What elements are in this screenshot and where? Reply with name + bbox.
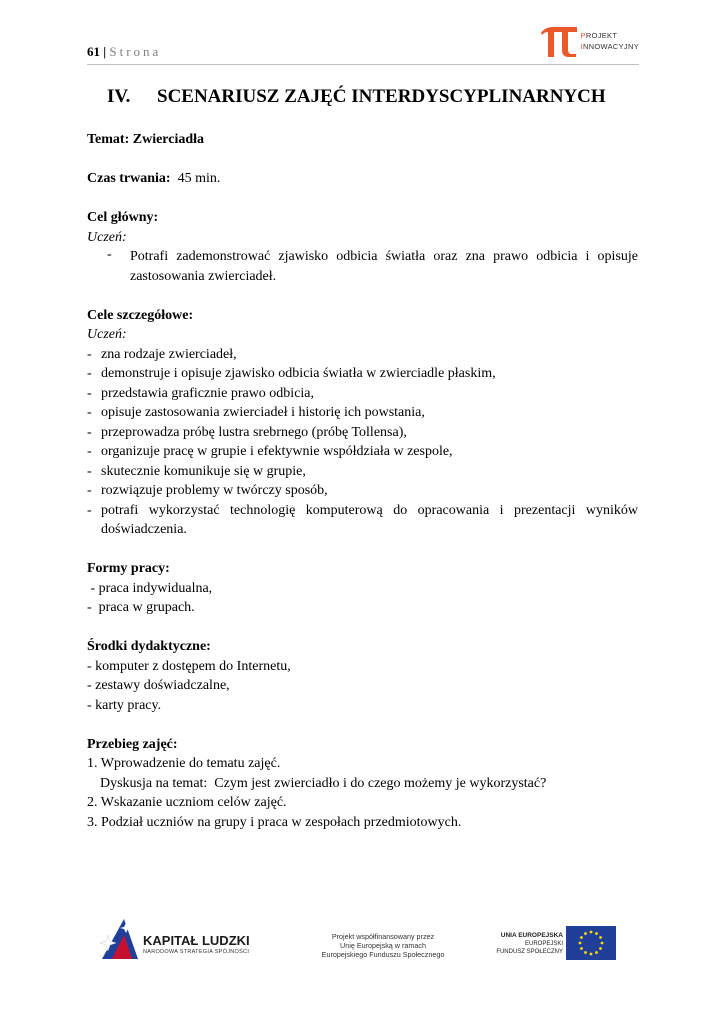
eu-star-icon [584,951,587,954]
list-item: - demonstruje i opisuje zjawisko odbicia światła w zwierciadle płaskim, [87,366,496,381]
cofinancing-text: Projekt współfinansowany przez Unię Europejską w ramach Europejskiego Funduszu Społecznego [321,932,445,959]
eu-flag-icon [566,926,616,960]
eu-star-icon [599,947,602,950]
kapital-ludzki-logo-icon [98,917,140,961]
eu-star-icon [580,947,583,950]
main-goal-item: - Potrafi zademonstrować zjawisko odbicia światła oraz zna prawo odbicia i opisuje zastosowania zwierciadeł. [107,247,638,284]
list-item: - przedstawia graficznie prawo odbicia, [87,385,315,401]
list-item: 3. Podział uczniów na grupy i praca w zespołach przedmiotowych. [87,814,462,830]
detailed-goals-heading: Cele szczegółowe: [87,307,194,323]
eu-star-icon [580,936,583,939]
pi-logo-icon [539,24,579,58]
list-item: - skutecznie komunikuje się w grupie, [87,463,306,479]
list-item: 2. Wskazanie uczniom celów zajęć. [87,795,287,810]
detailed-goals-list [87,345,638,540]
main-goal-heading: Cel główny: [87,210,159,225]
list-item: - przeprowadza próbę lustra srebrnego (próbę Tollensa), [87,424,407,440]
eu-star-icon [590,953,593,956]
eu-fund-text: UNIA EUROPEJSKA EUROPEJSKI FUNDUSZ SPOŁECZNY [496,932,563,955]
list-item: - zestawy doświadczalne, [87,678,230,693]
eu-star-icon [599,936,602,939]
eu-star-icon [595,932,598,935]
list-item: - karty pracy. [87,697,162,713]
page-number: 61 | Strona [87,44,162,59]
page-footer [88,905,636,975]
topic-line: Temat: Zwierciadła [87,132,205,147]
list-item: Dyskusja na temat: Czym jest zwierciadło i do czego możemy je wykorzystać? [100,775,547,791]
list-item: - rozwiązuje problemy w twórczy sposób, [87,483,328,498]
list-item: - opisuje zastosowania zwierciadeł i historię ich powstania, [87,405,425,420]
document-body [87,86,638,832]
list-item: 1. Wprowadzenie do tematu zajęć. [87,756,281,771]
project-logo-text: PROJEKT INNOWACYJNY [580,31,639,51]
eu-star-icon [584,932,587,935]
page-header [87,28,639,65]
teaching-aids-heading: Środki dydaktyczne: [87,639,211,654]
list-item: - praca indywidualna, [87,580,213,596]
list-item: - zna rodzaje zwierciadeł, [87,346,237,362]
list-item: - potrafi wykorzystać technologię komputerową do opracowania i prezentacji wyników doświadczenia. [87,502,638,537]
list-item: - komputer z dostępem do Internetu, [87,658,291,674]
lesson-flow-heading: Przebieg zajęć: [87,736,178,752]
main-goal-student: Uczeń: [87,229,127,245]
eu-star-icon [601,942,604,945]
kapital-ludzki-text: KAPITAŁ LUDZKI NARODOWA STRATEGIA SPÓJNOŚCI [143,933,250,955]
eu-star-icon [595,951,598,954]
work-forms-heading: Formy pracy: [87,561,170,576]
detailed-goals-student: Uczeń: [87,327,127,342]
duration-line: Czas trwania: 45 min. [87,171,221,186]
list-item: - praca w grupach. [87,600,195,615]
eu-star-icon [579,942,582,945]
section-title: IV. SCENARIUSZ ZAJĘĆ INTERDYSCYPLINARNYCH [107,86,606,107]
eu-star-icon [590,931,593,934]
list-item: - organizuje pracę w grupie i efektywnie współdziała w zespole, [87,444,453,459]
